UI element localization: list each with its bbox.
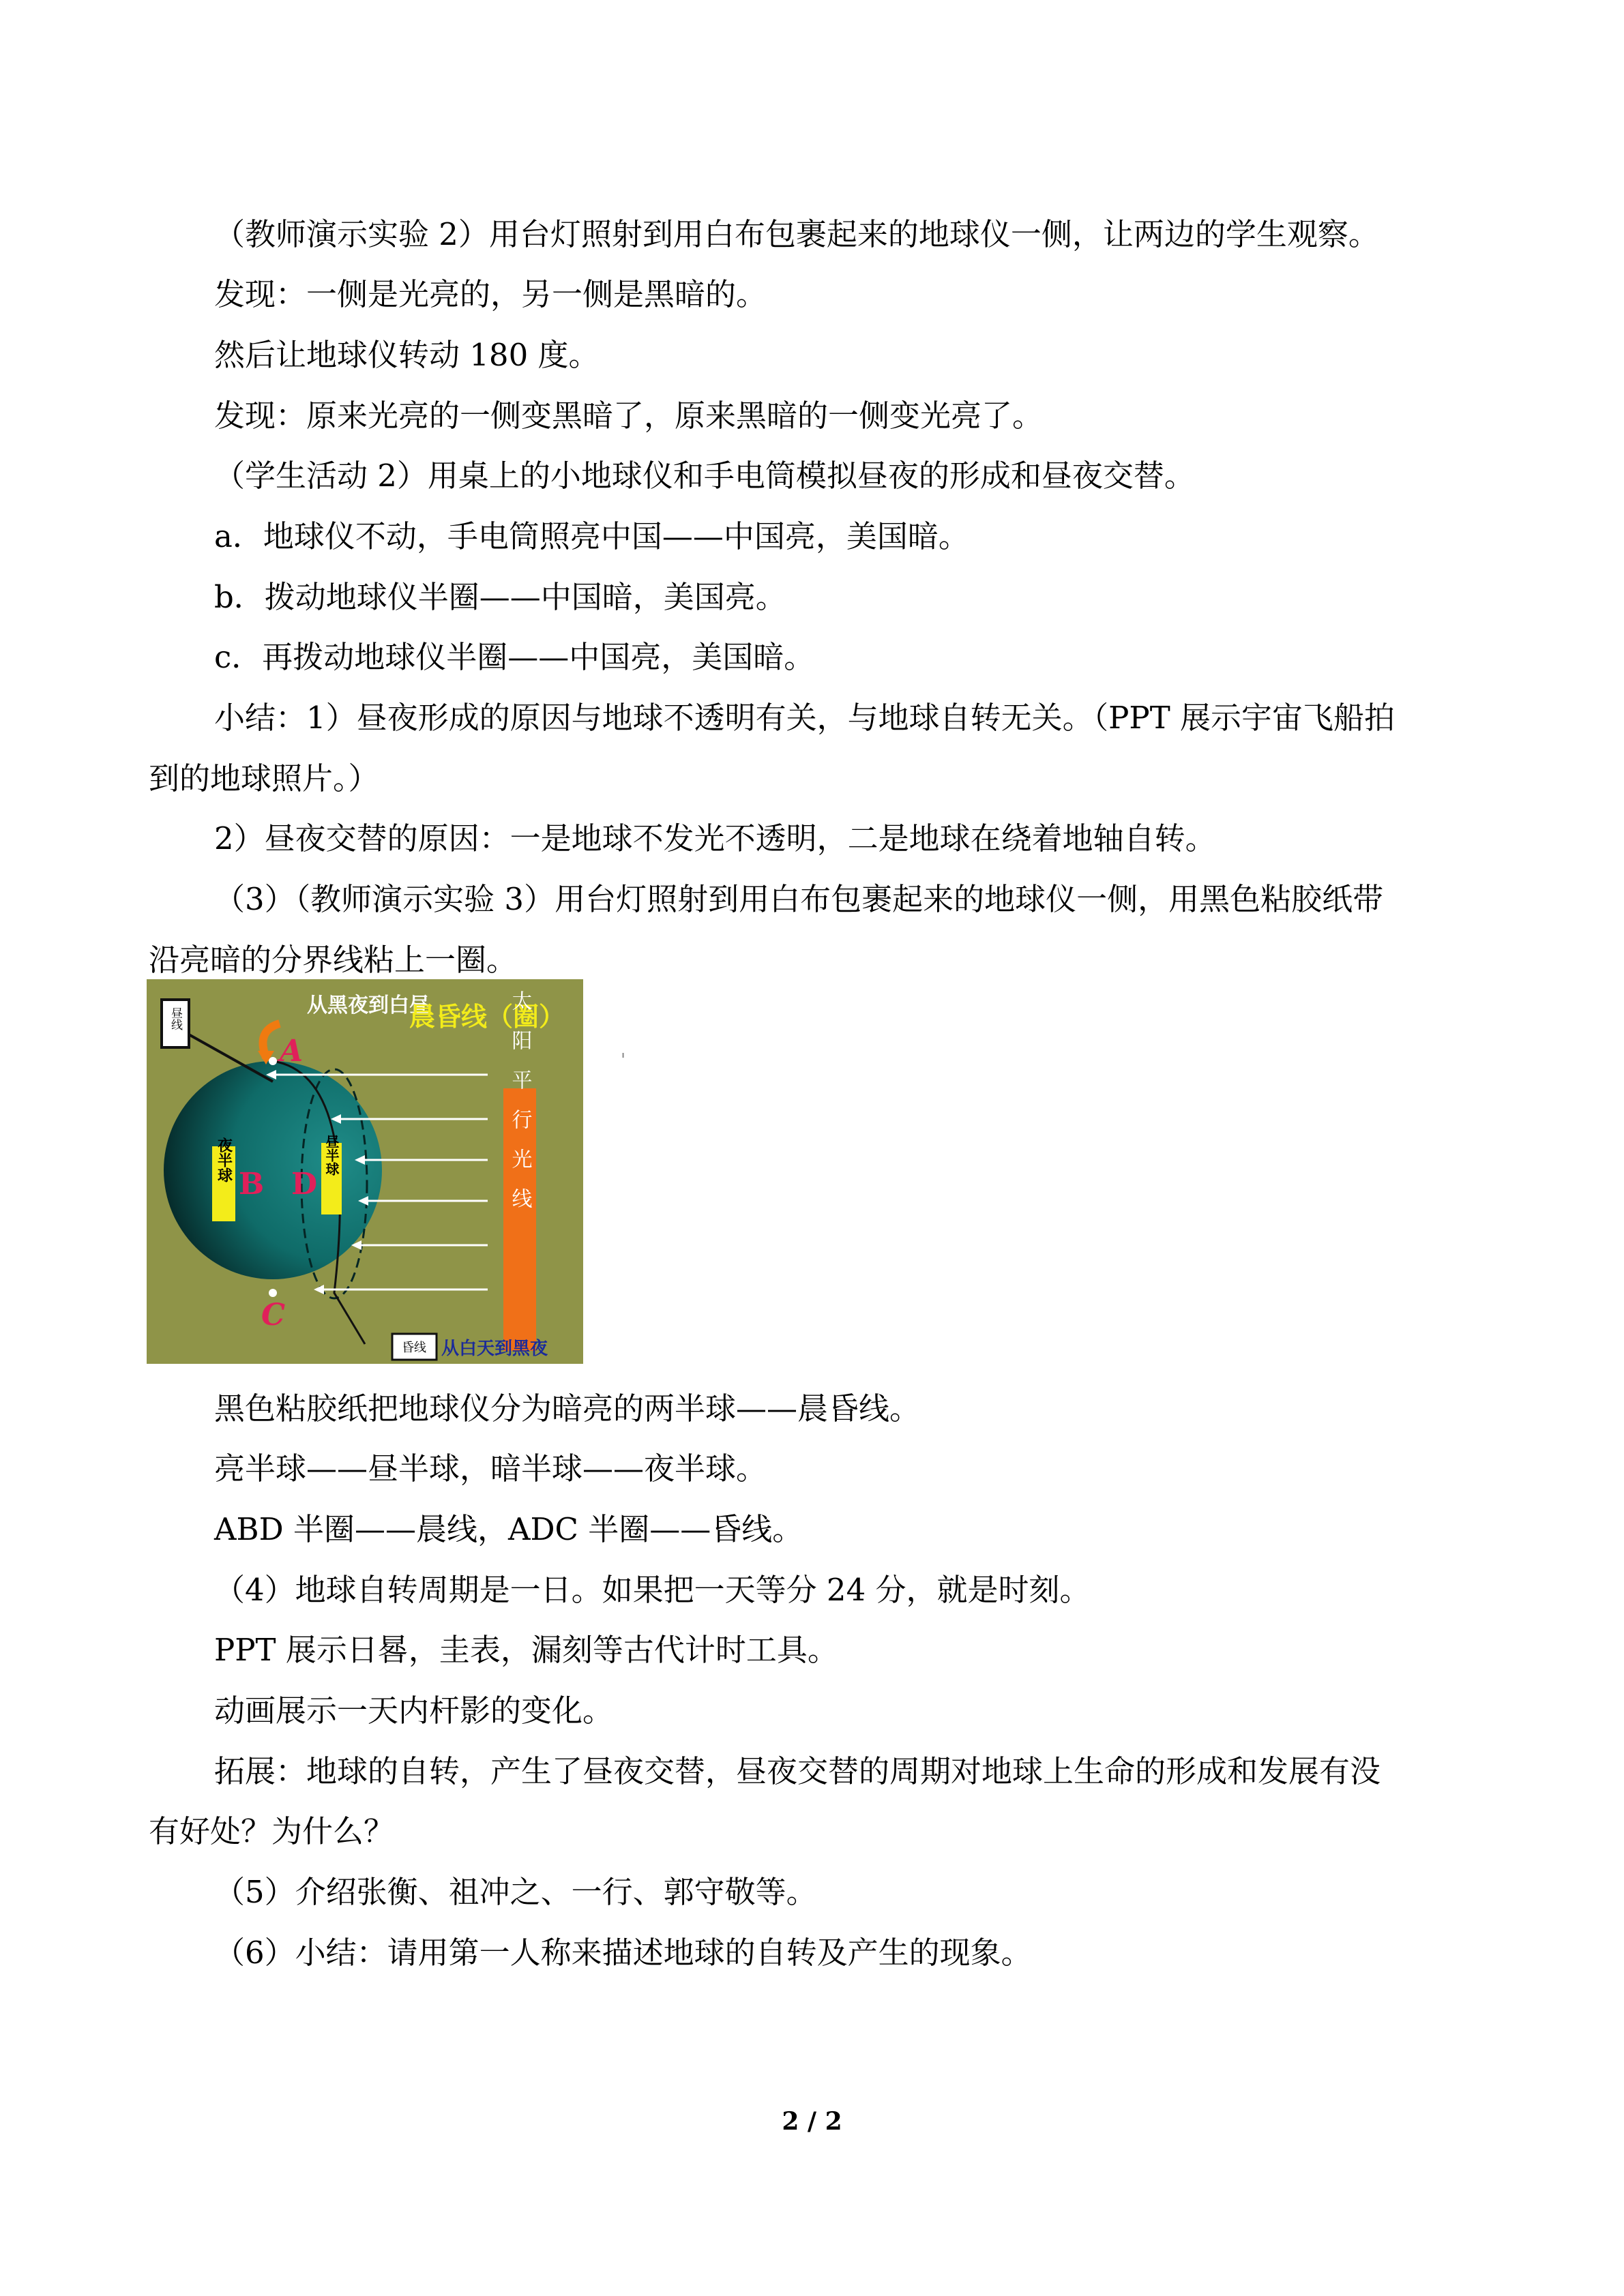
paragraph: c．再拨动地球仪半圈——中国亮，美国暗。 [214,639,815,675]
paragraph: 黑色粘胶纸把地球仪分为暗亮的两半球——晨昏线。 [214,1390,921,1427]
paragraph: （6）小结：请用第一人称来描述地球的自转及产生的现象。 [214,1935,1032,1971]
paragraph: 沿亮暗的分界线粘上一圈。 [149,942,518,978]
paragraph: （学生活动 2）用桌上的小地球仪和手电筒模拟昼夜的形成和昼夜交替。 [214,458,1195,494]
paragraph: ABD 半圈——晨线，ADC 半圈——昏线。 [214,1511,803,1547]
sun-rays-label: 太阳平行光线 [507,990,532,1227]
point-d-label: D [291,1167,318,1202]
paragraph: 2）昼夜交替的原因：一是地球不发光不透明，二是地球在绕着地轴自转。 [214,820,1216,856]
dusk-direction-label: 从白天到黑夜 [441,1339,548,1359]
globe [164,1061,382,1279]
diagram-title: 晨昏线（圈） [409,1002,565,1032]
paragraph: 发现：原来光亮的一侧变黑暗了，原来黑暗的一侧变光亮了。 [214,398,1044,434]
paragraph: （教师演示实验 2）用台灯照射到用白布包裹起来的地球仪一侧，让两边的学生观察。 [214,216,1379,252]
point-c-label: C [261,1298,286,1332]
dawn-line-label: 昼线 [168,1007,182,1030]
dusk-line-label: 昏线 [402,1341,426,1355]
night-hemisphere-label: 夜半球 [215,1137,233,1182]
day-hemisphere-label: 昼半球 [323,1135,340,1176]
paragraph: 小结：1）昼夜形成的原因与地球不透明有关，与地球自转无关。（PPT 展示宇宙飞船拍 [214,700,1396,736]
point-a-dot [269,1057,277,1065]
point-a-label: A [280,1034,304,1069]
paragraph: 动画展示一天内杆影的变化。 [214,1693,614,1729]
dawn-direction-label: 从黑夜到白昼 [307,994,430,1017]
paragraph: 发现：一侧是光亮的，另一侧是黑暗的。 [214,276,767,312]
paragraph: 有好处？为什么？ [149,1813,395,1849]
paragraph: 亮半球——昼半球，暗半球——夜半球。 [214,1450,767,1487]
paragraph: a．地球仪不动，手电筒照亮中国——中国亮，美国暗。 [214,518,969,554]
paragraph: 然后让地球仪转动 180 度。 [214,337,600,373]
page-number: 2 / 2 [782,2107,842,2136]
paragraph: 拓展：地球的自转，产生了昼夜交替，昼夜交替的周期对地球上生命的形成和发展有没 [214,1753,1381,1789]
stray-mark: ' [621,1050,626,1071]
paragraph: （5）介绍张衡、祖冲之、一行、郭守敬等。 [214,1874,817,1910]
point-c-dot [269,1289,277,1297]
paragraph: b．拨动地球仪半圈——中国暗，美国亮。 [214,579,786,615]
paragraph: 到的地球照片。） [149,760,379,796]
paragraph: （3）（教师演示实验 3）用台灯照射到用白布包裹起来的地球仪一侧，用黑色粘胶纸带 [214,881,1384,917]
terminator-diagram [147,979,583,1364]
paragraph: PPT 展示日晷，圭表，漏刻等古代计时工具。 [214,1632,838,1668]
point-b-label: B [239,1167,265,1202]
paragraph: （4）地球自转周期是一日。如果把一天等分 24 分，就是时刻。 [214,1572,1091,1608]
